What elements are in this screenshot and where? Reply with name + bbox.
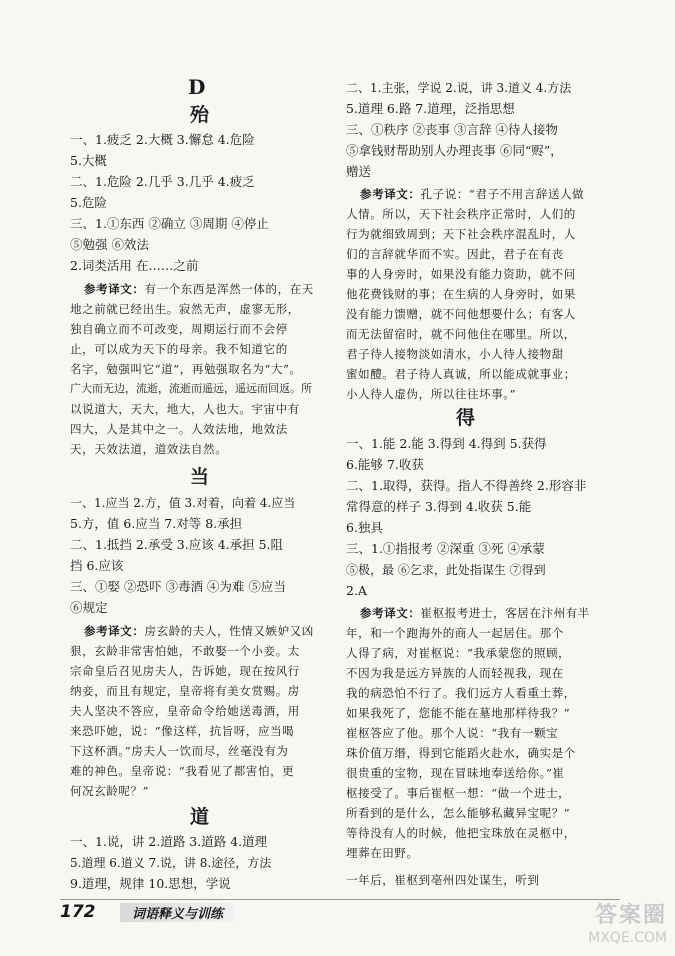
answer-line: ⑤极，最 ⑥乞求，此处指谋生 ⑦得到 <box>346 563 546 577</box>
translation-line: 天，天效法道，道效法自然。 <box>70 442 228 456</box>
answer-line: 三、1.①指报考 ②深重 ③死 ④承蒙 <box>346 541 545 556</box>
answer-line: ⑤拿钱财帮助别人办理丧事 ⑥同“赆”， <box>346 143 563 158</box>
answer-line: 常得意的样子 3.得到 4.收获 5.能 <box>346 499 532 514</box>
translation-line: 四大，人是其中之一。人效法地，地效法 <box>70 422 288 436</box>
answer-line: 一、1.能 2.能 3.得到 4.得到 5.获得 <box>346 436 547 451</box>
translation-line: 而无法留宿时，就不问他住在哪里。所以， <box>346 327 576 341</box>
entry-title-dai: 殆 <box>190 104 210 126</box>
translation-line: 宗命皇后召见房夫人，告诉她，现在按风行 <box>70 664 300 678</box>
answer-line: 二、1.取得，获得。指人不得善终 2.形容非 <box>346 478 587 493</box>
answer-line: 5.方，值 6.应当 7.对等 8.承担 <box>70 516 243 531</box>
translation-line: 有一个东西是浑然一体的，在天 <box>144 282 314 296</box>
translation-line: 何况玄龄呢？” <box>70 784 150 798</box>
translation-line: 难的神色。皇帝说：“我看见了都害怕，更 <box>70 764 295 778</box>
translation-line: 所看到的是什么，怎么能够私藏异宝呢？” <box>346 806 571 820</box>
page-number: 172 <box>60 902 96 922</box>
entry-title-dang: 当 <box>190 466 210 488</box>
translation-line: 下这杯酒。”房夫人一饮而尽，丝毫没有为 <box>70 744 289 758</box>
translation-line: 来恐吓她，说：“像这样，抗旨呀，应当喝 <box>70 724 295 738</box>
translation-line: 一年后，崔枢到亳州四处谋生，听到 <box>346 873 540 887</box>
section-letter: D <box>188 75 206 99</box>
answer-line: 6.能够 7.收获 <box>346 457 424 472</box>
translation-line: 名字，勉强叫它“道”，再勉强取名为“大”。 <box>70 362 302 376</box>
answer-line: 三、①娶 ②恐吓 ③毒酒 ④为难 ⑤应当 <box>70 579 286 594</box>
translation-line: 以说道大，天大，地大，人也大。宇宙中有 <box>70 402 300 416</box>
answer-line: 5.危险 <box>70 195 107 210</box>
translation-line: 蜜如醴。君子待人真诚，所以能成就事业； <box>346 367 576 381</box>
translation-line: 埋葬在田野。 <box>346 846 419 860</box>
translation-line: 小人待人虚伪，所以往往坏事。” <box>346 387 517 401</box>
translation-line: 他花费钱财的事；在生病的人身旁时，如果 <box>346 287 576 301</box>
entry-title-dao: 道 <box>190 806 210 828</box>
answer-line: ⑤勉强 ⑥效法 <box>70 237 149 252</box>
answer-line: 二、1.危险 2.几乎 3.几乎 4.疲乏 <box>70 174 255 189</box>
translation-line: 不因为我是远方异族的人而轻视我，现在 <box>346 666 564 680</box>
translation-label: 参考译文： <box>360 606 421 620</box>
translation-line: 行为就细致周到；天下社会秩序混乱时，人 <box>346 227 576 241</box>
translation-label: 参考译文： <box>84 624 145 638</box>
answer-line: 5.道理 6.道义 7.说，讲 8.途径，方法 <box>70 856 272 870</box>
translation-line: 我的病恐怕不行了。我们远方人看重土葬， <box>346 686 576 700</box>
translation-line: 孔子说：“君子不用言辞送人做 <box>420 187 585 201</box>
watermark-url: MXQE.COM <box>588 930 667 946</box>
page-footer <box>60 899 620 922</box>
translation-line: 广大而无边，流逝，流逝而遥远，遥远而回返。所 <box>70 382 312 395</box>
translation-line: 人情。所以，天下社会秩序正常时，人们的 <box>346 207 576 221</box>
answer-line: 一、1.说，讲 2.道路 3.道路 4.道理 <box>70 834 268 849</box>
answer-line: 二、1.抵挡 2.承受 3.应该 4.承担 5.阻 <box>70 537 284 552</box>
answer-line: 一、1.应当 2.方，值 3.对着，向着 4.应当 <box>70 496 296 510</box>
translation-line: 枢接受了。事后崔枢一想：“做一个进士， <box>346 786 571 800</box>
book-title: 词语释义与训练 <box>120 903 235 922</box>
translation-line: 人得了病，对崔枢说：“我承蒙您的照顾， <box>346 646 571 660</box>
translation-line: 崔枢报考进士，客居在汴州有半 <box>420 606 590 620</box>
answer-line: 二、1.主张，学说 2.说，讲 3.道义 4.方法 <box>346 81 572 95</box>
translation-line: 很贵重的宝物，现在冒昧地奉送给你。”崔 <box>346 766 565 780</box>
answer-line: 挡 6.应该 <box>70 558 124 573</box>
answer-line: ⑥规定 <box>70 600 108 615</box>
translation-line: 房玄龄的夫人，性情又嫉妒又凶 <box>144 624 314 638</box>
answer-line: 2.词类活用 在……之前 <box>70 258 199 273</box>
watermark-logo: 答案圈 <box>594 903 667 928</box>
translation-line: 年，和一个跑海外的商人一起居住。那个 <box>346 626 564 640</box>
answer-line: 5.大概 <box>70 153 107 168</box>
translation-line: 如果我死了，您能不能在墓地那样待我？” <box>346 706 571 720</box>
answer-line: 2.A <box>346 583 367 598</box>
answer-line: 一、1.疲乏 2.大概 3.懈怠 4.危险 <box>70 132 255 147</box>
translation-line: 夫人坚决不答应，皇帝命令给她送毒酒，用 <box>70 704 300 718</box>
translation-line: 狠，玄龄非常害怕她，不敢娶一个小妾。太 <box>70 644 300 658</box>
translation-line: 崔枢答应了他。那个人说：“我有一颗宝 <box>346 726 559 740</box>
translation-line: 纳妾，而且有规定，皇帝将有美女赏赐。房 <box>70 684 300 698</box>
answer-line: 9.道理，规律 10.思想，学说 <box>70 876 231 891</box>
entry-title-de: 得 <box>456 407 476 429</box>
answer-line: 三、①秩序 ②丧事 ③言辞 ④待人接物 <box>346 122 558 137</box>
translation-line: 没有能力馈赠，就不问他想要什么；有客人 <box>346 307 576 321</box>
translation-line: 止，可以成为天下的母亲。我不知道它的 <box>70 342 288 356</box>
translation-line: 地之前就已经出生。寂然无声，虚寥无形， <box>70 302 300 316</box>
translation-line: 独自确立而不可改变，周期运行而不会停 <box>70 322 288 336</box>
translation-line: 等待没有人的时候，他把宝珠放在灵柩中， <box>346 826 576 840</box>
translation-line: 珠价值万缗，得到它能蹈火赴水，确实是个 <box>346 746 576 760</box>
translation-label: 参考译文： <box>84 282 145 296</box>
translation-label: 参考译文： <box>360 187 421 201</box>
translation-line: 君子待人接物淡如清水，小人待人接物甜 <box>346 347 564 361</box>
watermark <box>588 905 667 949</box>
translation-line: 们的言辞就华而不实。因此，君子在有丧 <box>346 247 564 261</box>
answer-line: 赠送 <box>346 164 372 179</box>
translation-line: 事的人身旁时，如果没有能力资助，就不问 <box>346 267 576 281</box>
answer-line: 三、1.①东西 ②确立 ③周期 ④停止 <box>70 216 269 231</box>
answer-line: 5.道理 6.路 7.道理，泛指思想 <box>346 101 515 116</box>
answer-line: 6.独具 <box>346 520 383 535</box>
